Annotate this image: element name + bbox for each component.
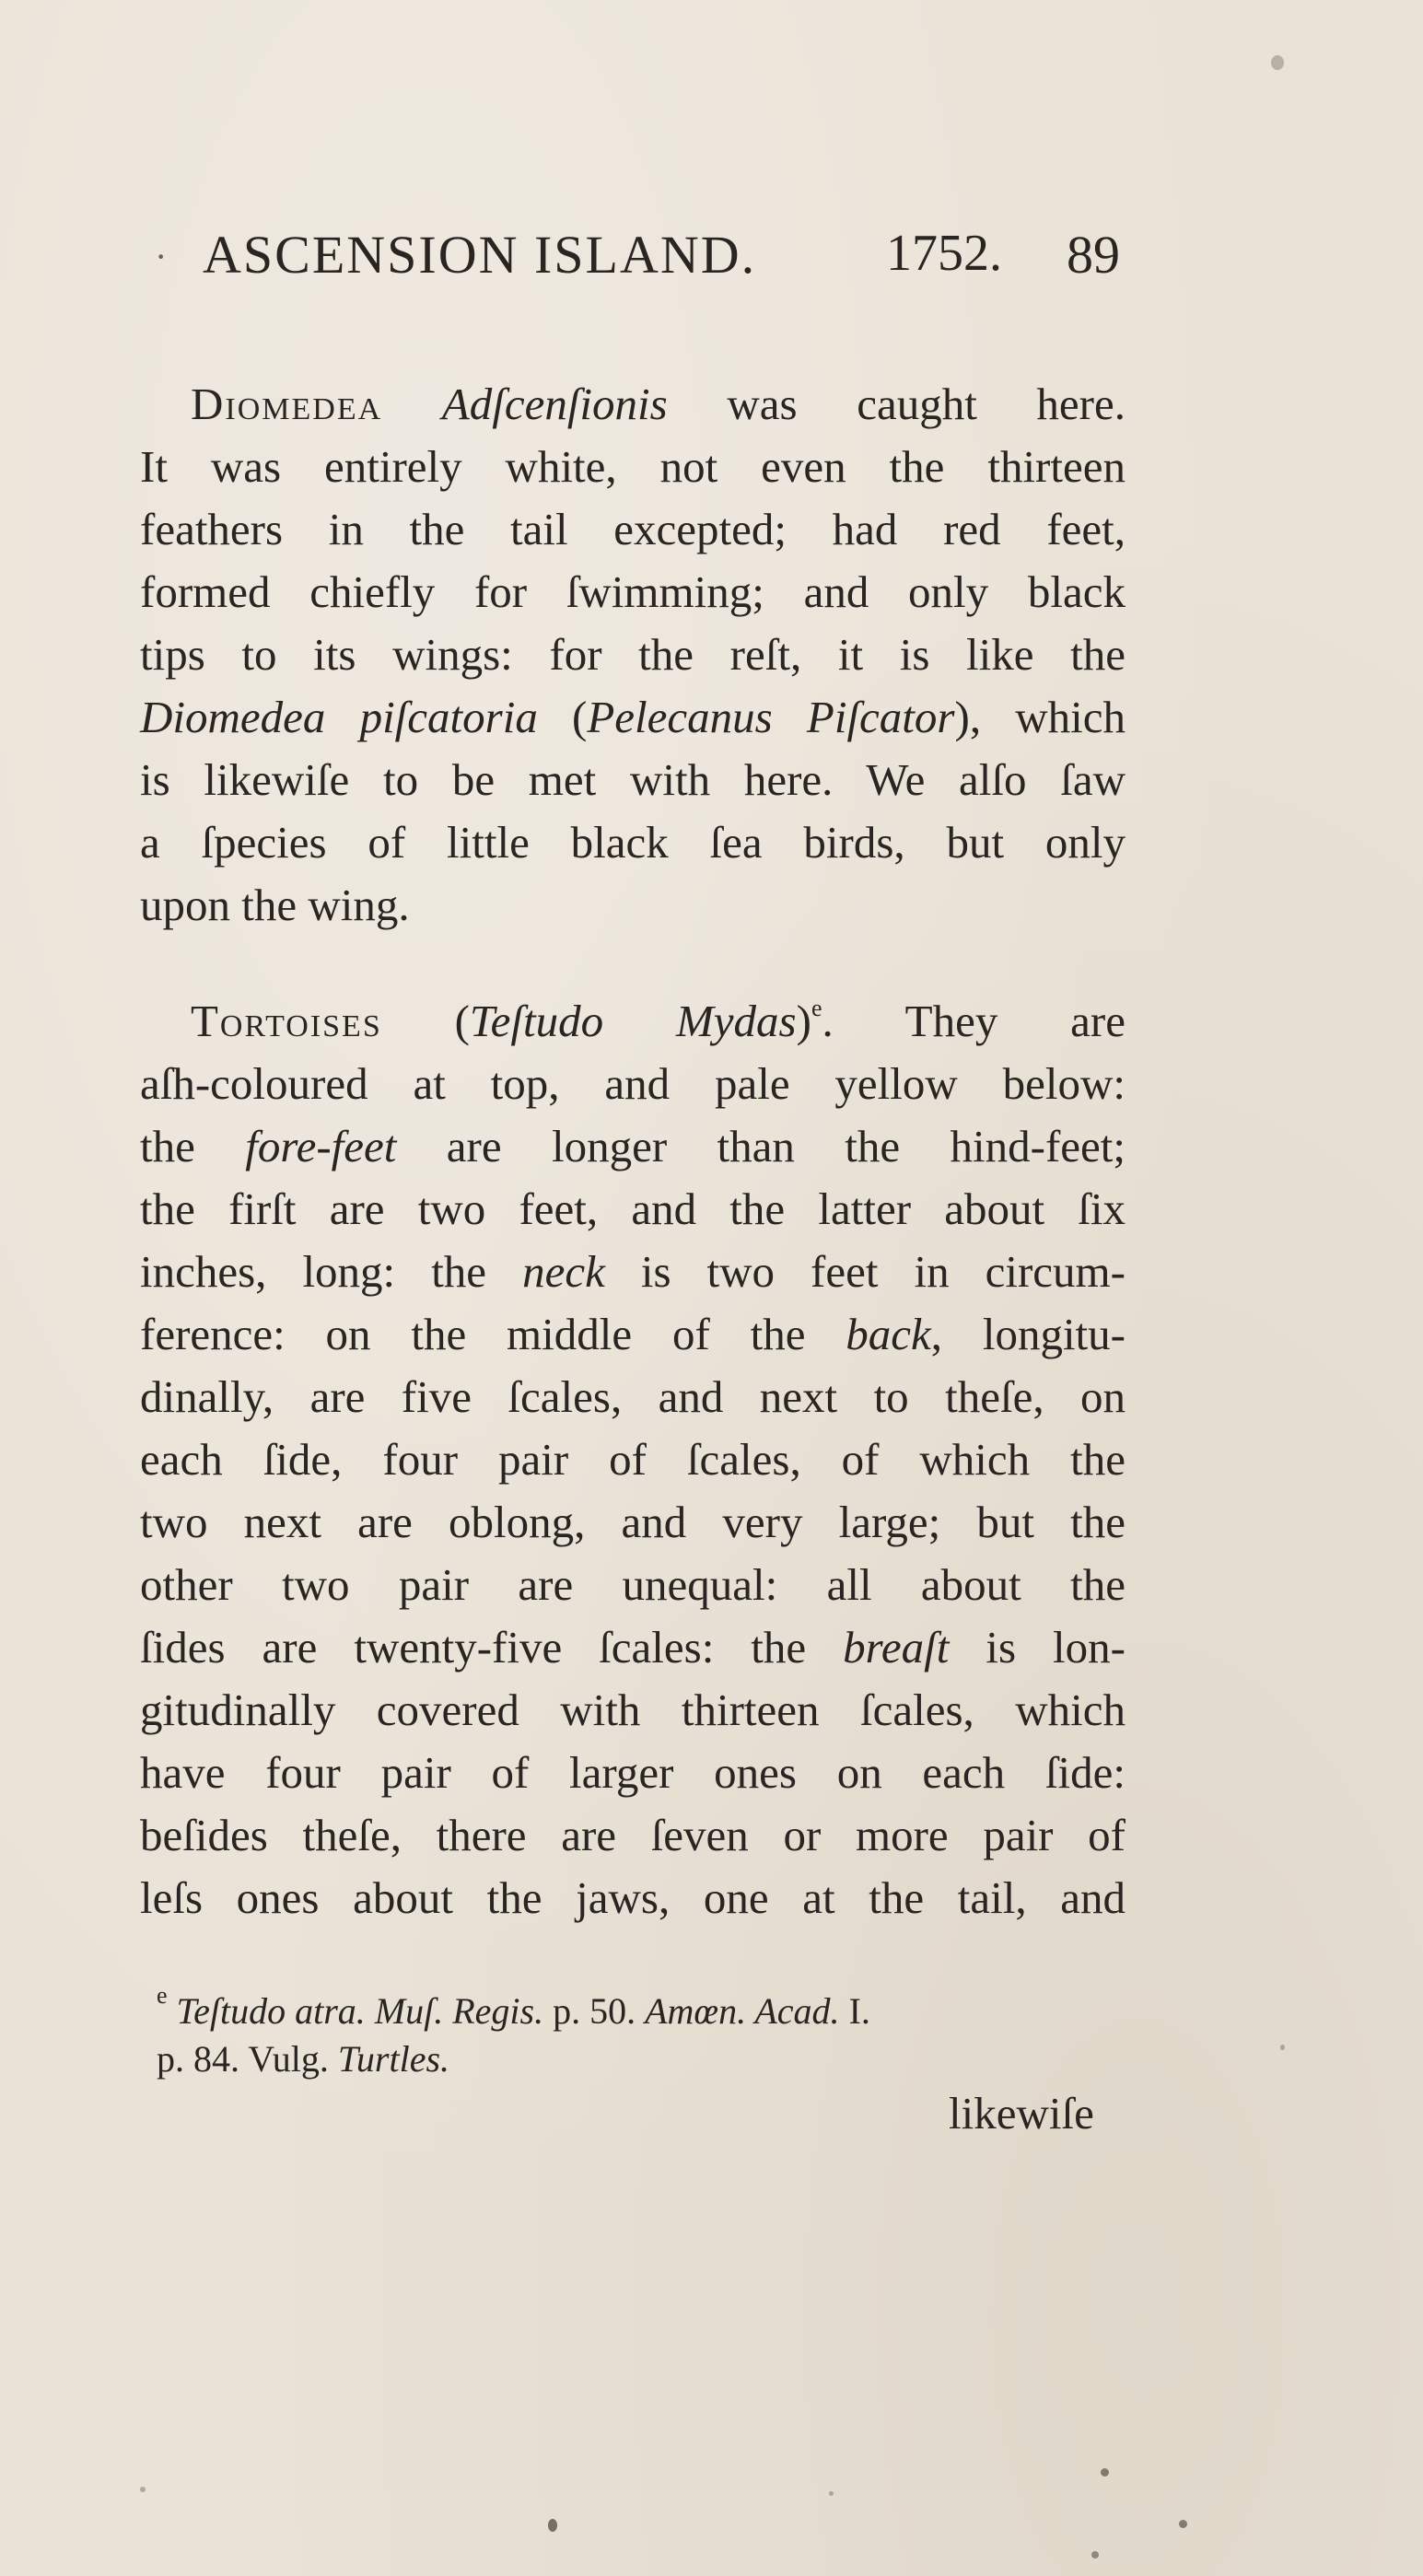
text-line: Tortoises (Teſtudo Mydas)$^e$. They are <box>191 995 1126 1046</box>
text-line: aſh-coloured at top, and pale yellow below: <box>140 1058 1126 1109</box>
footnote-marker: e <box>157 1982 168 2009</box>
page-header <box>138 224 1133 307</box>
footnote <box>157 1982 1124 2083</box>
italic-term: Diomedea piſcatoria <box>140 692 538 742</box>
paper-speck <box>1101 2468 1109 2477</box>
text-line: gitudinally covered with thirteen ſcales, which <box>140 1684 1126 1735</box>
text-line: It was entirely white, not even the thirteen <box>140 441 1126 492</box>
paper-speck <box>548 2519 557 2532</box>
text-line: have four pair of larger ones on each ſide: <box>140 1747 1126 1798</box>
italic-term: neck <box>522 1246 605 1297</box>
text-line: each ſide, four pair of ſcales, of which the <box>140 1434 1126 1485</box>
text-line: other two pair are unequal: all about the <box>140 1559 1126 1610</box>
paper-speck <box>1179 2520 1187 2528</box>
paper-speck <box>1271 55 1284 70</box>
text-line: is likewiſe to be met with here. We alſo ſaw <box>140 754 1126 805</box>
text-line: two next are oblong, and very large; but the <box>140 1497 1126 1547</box>
text-line: feathers in the tail excepted; had red feet, <box>140 504 1126 554</box>
small-caps-term: Tortoises <box>191 996 382 1046</box>
paper-speck <box>140 2487 146 2492</box>
text-line: Diomedea piſcatoria (Pelecanus Piſcator), which <box>140 692 1126 742</box>
paragraph-tortoises <box>140 990 1126 1929</box>
text-line: the firſt are two feet, and the latter about ſix <box>140 1183 1126 1234</box>
paper-speck <box>1280 2045 1285 2050</box>
text-line: dinally, are five ſcales, and next to theſe, on <box>140 1371 1126 1422</box>
text-line: a ſpecies of little black ſea birds, but only <box>140 817 1126 868</box>
text-line: leſs ones about the jaws, one at the tail, and <box>140 1872 1126 1923</box>
italic-term: Adſcenſionis <box>441 379 668 429</box>
text-line: formed chiefly for ſwimming; and only black <box>140 566 1126 617</box>
text-line: ference: on the middle of the back, longitu- <box>140 1309 1126 1359</box>
header-year: 1752. <box>886 225 1002 282</box>
footnote-line: p. 84. Vulg. Turtles. <box>157 2038 450 2080</box>
italic-term: Teſtudo atra. Muſ. Regis. <box>176 1990 544 2032</box>
catchword: likewiſe <box>949 2088 1094 2139</box>
header-mark: · <box>155 236 168 277</box>
text-line: beſides theſe, there are ſeven or more pair of <box>140 1810 1126 1860</box>
paper-speck <box>829 2491 834 2496</box>
text-line: the fore-feet are longer than the hind-feet; <box>140 1121 1126 1171</box>
footnote-line: $^e$ Teſtudo atra. Muſ. Regis. p. 50. Amœn. Acad. I. <box>157 1982 870 2032</box>
italic-term: Amœn. Acad. <box>645 1990 840 2032</box>
paragraph-diomedea <box>140 373 1126 937</box>
italic-term: fore-feet <box>245 1121 397 1171</box>
italic-term: Teſtudo Mydas <box>469 996 797 1046</box>
italic-term: Turtles. <box>337 2038 450 2080</box>
small-caps-term: Diomedea <box>191 379 383 429</box>
italic-term: Pelecanus Piſcator <box>587 692 955 742</box>
text-line: inches, long: the neck is two feet in circum- <box>140 1246 1126 1297</box>
paper-speck <box>1091 2551 1099 2559</box>
italic-term: back <box>846 1309 931 1359</box>
text-line: ſides are twenty-five ſcales: the breaſt is lon- <box>140 1622 1126 1673</box>
text-line: upon the wing. <box>140 880 410 930</box>
text-line: Diomedea Adſcenſionis was caught here. <box>191 379 1126 429</box>
running-title: ASCENSION ISLAND. <box>203 225 757 285</box>
footnote-ref: e <box>811 995 822 1021</box>
italic-term: breaſt <box>843 1622 950 1673</box>
page-number: 89 <box>1067 225 1120 285</box>
text-line: tips to its wings: for the reſt, it is like the <box>140 629 1126 680</box>
